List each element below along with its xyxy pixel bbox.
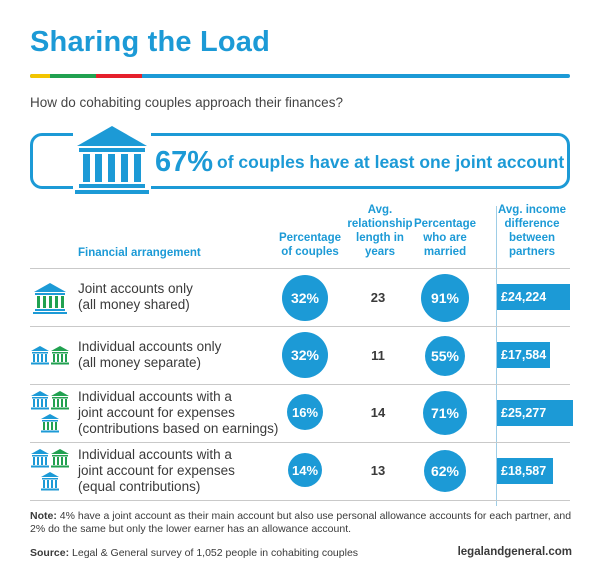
- income-bar: £25,277: [497, 400, 573, 426]
- row-divider: [30, 326, 570, 327]
- row-label: Individual accounts with a joint account for expenses (equal contributions): [78, 447, 235, 494]
- income-bar: £24,224: [497, 284, 570, 310]
- header-arrangement: Financial arrangement: [78, 247, 201, 259]
- rel-length-value: 14: [370, 405, 386, 420]
- pct-married-circle: 55%: [425, 336, 465, 376]
- page-title: Sharing the Load: [30, 26, 271, 58]
- row-label: Joint accounts only (all money shared): [78, 281, 193, 312]
- header-rel-length: Avg. relationship length in years: [347, 204, 413, 258]
- callout-text: [155, 146, 564, 179]
- pct-married-circle: 91%: [421, 274, 469, 322]
- callout-percent: 67%: [155, 146, 214, 178]
- three-banks-icon: [30, 390, 70, 439]
- callout-description: of couples have at least one joint account: [217, 152, 565, 172]
- pct-couples-circle: 32%: [282, 332, 328, 378]
- row-label: Individual accounts with a joint account for expenses (contributions based on earnings): [78, 389, 279, 436]
- footnote: Note: 4% have a joint account as their main account but also use personal allowance accounts for each partner, and 2% do the same but only the lower earner has an allowance account.: [30, 510, 572, 535]
- website-link[interactable]: legalandgeneral.com: [457, 546, 572, 558]
- three-banks-icon: [30, 448, 70, 497]
- bank-icon: [73, 124, 151, 196]
- rel-length-value: 13: [370, 463, 386, 478]
- header-pct-couples: Percentage of couples: [278, 232, 341, 258]
- pct-married-circle: 71%: [423, 391, 467, 435]
- pct-couples-circle: 32%: [282, 275, 328, 321]
- pct-married-circle: 62%: [424, 450, 466, 492]
- header-income-diff: Avg. income difference between partners: [498, 204, 566, 258]
- row-divider: [30, 268, 570, 269]
- two-banks-icon: [30, 345, 70, 370]
- source-note: Source: Legal & General survey of 1,052 people in cohabiting couples: [30, 547, 359, 559]
- row-divider: [30, 500, 570, 501]
- title-underline: [30, 74, 570, 78]
- income-bar: £18,587: [497, 458, 553, 484]
- rel-length-value: 11: [371, 348, 385, 363]
- header-pct-married: Percentage who are married: [413, 218, 476, 258]
- rel-length-value: 23: [370, 290, 386, 305]
- row-label: Individual accounts only (all money separate): [78, 339, 222, 370]
- subtitle: How do cohabiting couples approach their finances?: [30, 95, 343, 110]
- income-bar: £17,584: [497, 342, 550, 368]
- pct-couples-circle: 16%: [287, 394, 323, 430]
- row-divider: [30, 384, 570, 385]
- row-divider: [30, 442, 570, 443]
- pct-couples-circle: 14%: [288, 453, 322, 487]
- bank-blue-icon: [32, 282, 68, 319]
